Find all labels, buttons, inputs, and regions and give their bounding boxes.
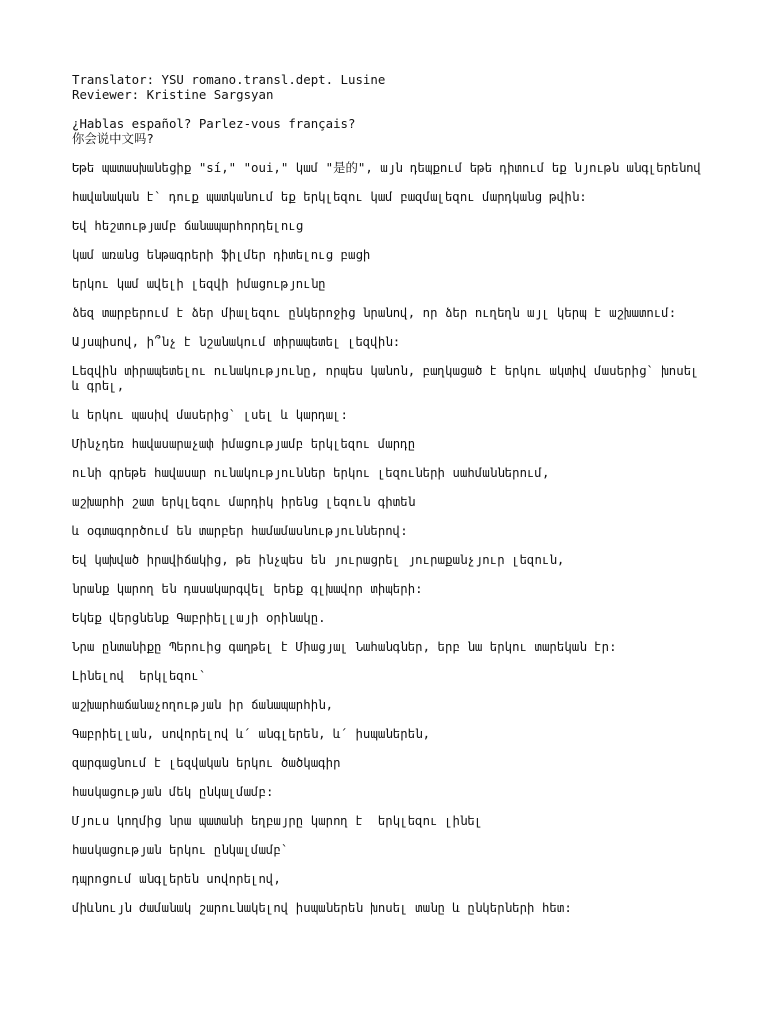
- transcript-paragraph: նրանք կարող են դասակարգվել երեք գլխավոր տիպերի:: [72, 581, 423, 596]
- transcript-paragraph: ունի գրեթե hավասար ունակություններ երկու լեզուների սահմաններում,: [72, 465, 550, 480]
- transcript-paragraph: Այսպիսով, ի՞նչ է նշանակում տիրապետել լեզվին:: [72, 334, 401, 349]
- transcript-text: [72, 72, 712, 929]
- transcript-paragraph: hասկացության երկու ընկալմամբ`: [72, 842, 289, 857]
- credits: [72, 72, 712, 102]
- transcript-paragraph: միևնույն ժամանակ շարունակելով իսպաներեն խոսել տանը և ընկերների հետ:: [72, 900, 572, 915]
- intro-questions: [72, 116, 712, 146]
- transcript-paragraph: և օգտագործում են տարբեր hամամասնություններով:: [72, 523, 408, 538]
- transcript-paragraph: Եթե պատասխանեցիք "sí," "oui," կամ "是的", այն դեպքում եթե դիտում եք նյութն անգլերենով: [72, 160, 702, 175]
- transcript-paragraph: Մինչդեռ hավասարաչափ իմացությամբ երկլեզու մարդը: [72, 436, 416, 451]
- transcript-paragraph: զարգացնում է լեզվական երկու ծածկագիր: [72, 755, 341, 770]
- transcript-paragraph: Լինելով երկլեզու`: [72, 668, 207, 683]
- transcript-paragraph: Եկեք վերցնենք Գաբրիելլայի օրինակը.: [72, 610, 326, 625]
- transcript-paragraph: աշխարհի շատ երկլեզու մարդիկ իրենց լեզուն գիտեն: [72, 494, 416, 509]
- translator-credit: Translator: YSU romano.transl.dept. Lusine: [72, 72, 386, 87]
- transcript-paragraph: ձեզ տարբերում է ձեր միալեզու ընկերոջից նրանով, որ ձեր ուղեղն այլ կերպ է աշխատում:: [72, 305, 677, 320]
- transcript-paragraph: hավանական է` դուք պատկանում եք երկլեզու կամ բազմալեզու մարդկանց թվին:: [72, 189, 587, 204]
- transcript-paragraph: Նրա ընտանիքը Պերուից գաղթել է Միացյալ Նահանգներ, երբ նա երկու տարեկան էր:: [72, 639, 617, 654]
- transcript-paragraph: կամ առանց ենթագրերի ֆիլմեր դիտելուց բացի: [72, 247, 371, 262]
- transcript-paragraph: և երկու պասիվ մասերից` լսել և կարդալ:: [72, 407, 349, 422]
- intro-line-1: ¿Hablas español? Parlez-vous français?: [72, 116, 356, 131]
- transcript-paragraph: դպրոցում անգլերեն սովորելով,: [72, 871, 281, 886]
- transcript-paragraph: Գաբրիելլան, սովորելով և՛ անգլերեն, և՛ իսպաներեն,: [72, 726, 431, 741]
- transcript-paragraph: աշխարհաճանաչողության իր ճանապարհին,: [72, 697, 334, 712]
- transcript-paragraph: Մյուս կողմից նրա պատանի եղբայրը կարող է երկլեզու լինել: [72, 813, 483, 828]
- transcript-paragraph: երկու կամ ավելի լեզվի իմացությունը: [72, 276, 326, 291]
- transcript-paragraphs: [72, 160, 712, 915]
- transcript-paragraph: Եվ հեշտությամբ ճանապարհորդելուց: [72, 218, 304, 233]
- transcript-paragraph: hասկացության մեկ ընկալմամբ:: [72, 784, 274, 799]
- intro-line-2: 你会说中文吗?: [72, 131, 154, 146]
- transcript-paragraph: Եվ կախված իրավիճակից, թե ինչպես են յուրացրել յուրաքանչյուր լեզուն,: [72, 552, 565, 567]
- transcript-paragraph: Լեզվին տիրապետելու ունակությունը, որպես կանոն, բաղկացած է երկու ակտիվ մասերից` խոսել և գրել,: [72, 363, 707, 393]
- reviewer-credit: Reviewer: Kristine Sargsyan: [72, 87, 274, 102]
